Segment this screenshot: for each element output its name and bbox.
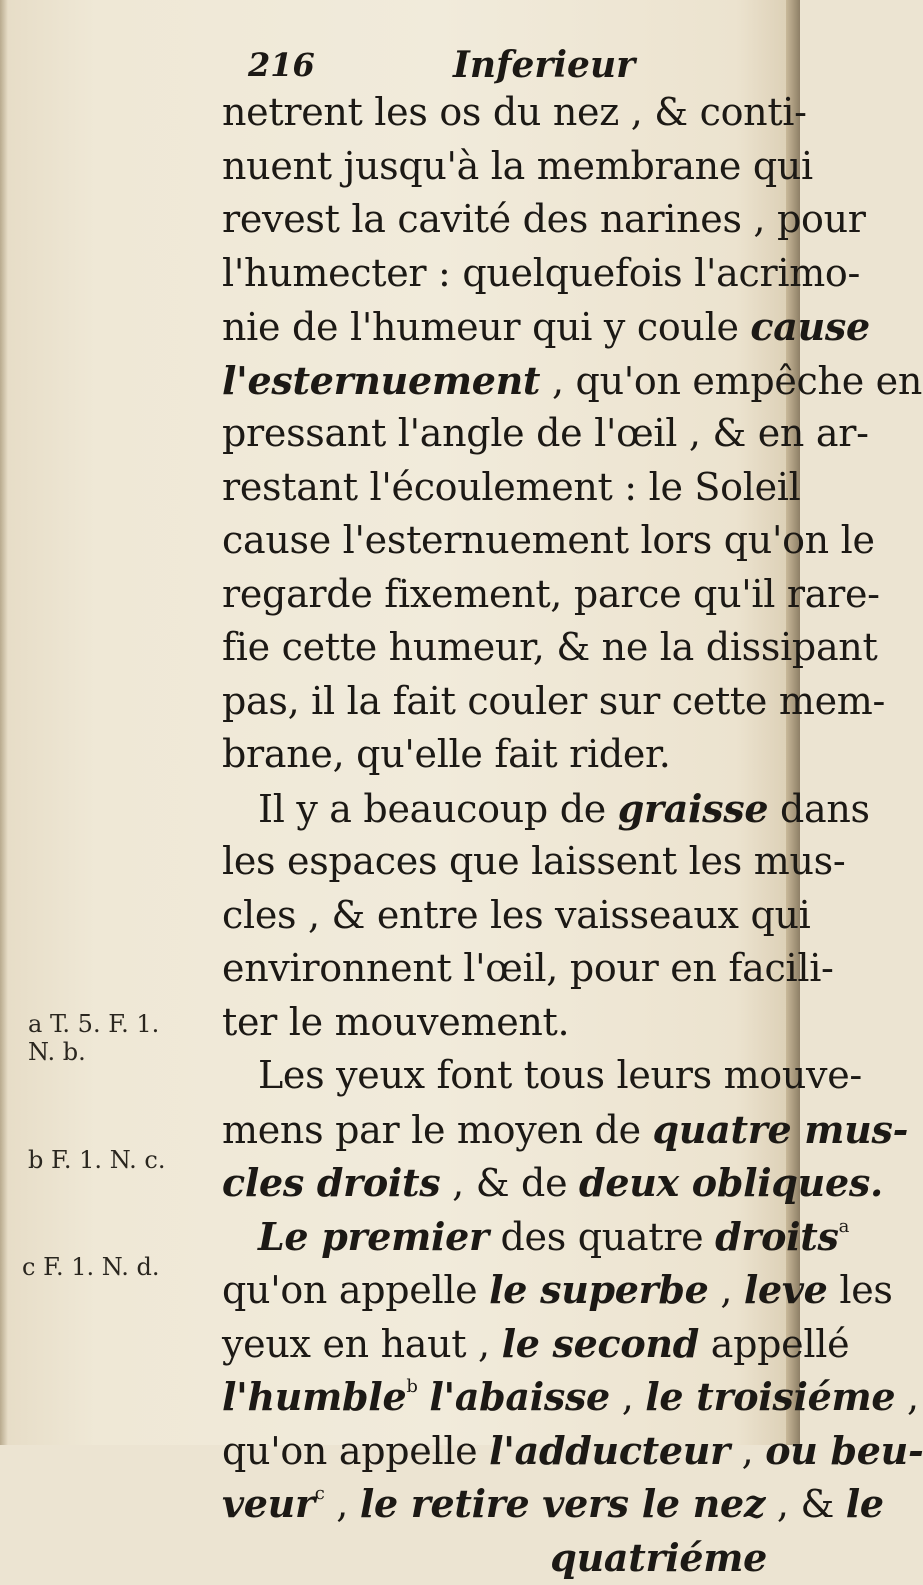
- text-line: l'humecter : quelquefois l'acrimo-: [222, 250, 861, 295]
- text-line: environnent l'œil, pour en facili-: [222, 946, 834, 990]
- italic-term: l'esternuement: [222, 357, 541, 403]
- text-line: mens par le moyen de quatre mus-: [222, 1106, 909, 1152]
- italic-term: quatre mus-: [652, 1106, 909, 1152]
- text-line: pas, il la fait couler sur cette mem-: [222, 678, 886, 723]
- italic-term: Le premier: [258, 1213, 489, 1259]
- italic-term: l'adducteur: [489, 1427, 730, 1473]
- text-line: yeux en haut , le second appellé: [222, 1320, 850, 1366]
- text-line: ter le mouvement.: [222, 999, 570, 1044]
- italic-term: cles droits: [222, 1160, 441, 1205]
- text-line: restant l'écoulement : le Soleil: [222, 464, 801, 509]
- text-line: Il y a beaucoup de graisse dans: [258, 785, 870, 831]
- footnote-marker: a: [838, 1215, 850, 1237]
- text-line: les espaces que laissent les mus-: [222, 839, 846, 883]
- text-line: cles droits , & de deux obliques.: [222, 1160, 883, 1205]
- italic-term: veur: [222, 1481, 315, 1526]
- text-line: regarde fixement, parce qu'il rare-: [222, 571, 880, 616]
- text-line: pressant l'angle de l'œil , & en ar-: [222, 411, 869, 455]
- running-head: Inferieur: [453, 44, 636, 86]
- italic-term: cause: [750, 304, 870, 349]
- italic-term: deux obliques.: [579, 1160, 883, 1205]
- italic-term: le: [845, 1481, 884, 1526]
- text-line: fie cette humeur, & ne la dissipant: [222, 625, 878, 669]
- page-header: [248, 40, 788, 90]
- italic-term: ou beu-: [765, 1427, 923, 1473]
- text-line: Les yeux font tous leurs mouve-: [258, 1053, 862, 1097]
- italic-term: droits: [715, 1213, 839, 1259]
- italic-term: l'abaisse: [429, 1374, 610, 1419]
- text-line: Le premier des quatre droits$^a$: [258, 1213, 850, 1259]
- text-line: l'humble$^b$ l'abaisse , le troisiéme ,: [222, 1374, 919, 1419]
- text-line: nuent jusqu'à la membrane qui: [222, 143, 813, 188]
- page-number: 216: [248, 46, 315, 84]
- italic-term: le troisiéme: [645, 1374, 896, 1419]
- margin-note-a: a T. 5. F. 1. N. b.: [28, 1010, 160, 1066]
- text-line: nie de l'humeur qui y coule cause: [222, 304, 870, 349]
- text-line: brane, qu'elle fait rider.: [222, 732, 671, 776]
- italic-term: le second: [501, 1320, 699, 1366]
- text-line: veur$^c$ , le retire vers le nez , & le: [222, 1481, 884, 1526]
- text-line: cles , & entre les vaisseaux qui: [222, 892, 811, 937]
- body-text: [222, 86, 923, 1584]
- text-line: l'esternuement , qu'on empêche en: [222, 357, 923, 403]
- margin-note-c: c F. 1. N. d.: [22, 1253, 160, 1281]
- italic-term: leve: [743, 1267, 828, 1312]
- text-line: revest la cavité des narines , pour: [222, 197, 866, 241]
- text-line: qu'on appelle le superbe , leve les: [222, 1267, 893, 1312]
- text-line: netrent les os du nez , & conti-: [222, 90, 807, 134]
- italic-term: graisse: [617, 785, 769, 831]
- text-line: qu'on appelle l'adducteur , ou beu-: [222, 1427, 923, 1473]
- catchword: quatriéme: [550, 1534, 767, 1580]
- italic-term: le superbe: [489, 1267, 709, 1312]
- footnote-marker: b: [406, 1376, 418, 1397]
- footnote-marker: c: [314, 1483, 325, 1504]
- margin-note-b: b F. 1. N. c.: [28, 1146, 166, 1174]
- text-line: cause l'esternuement lors qu'on le: [222, 518, 875, 562]
- gutter-shadow: [0, 0, 8, 1445]
- italic-term: l'humble: [222, 1374, 407, 1419]
- italic-term: le retire vers le nez: [359, 1481, 766, 1526]
